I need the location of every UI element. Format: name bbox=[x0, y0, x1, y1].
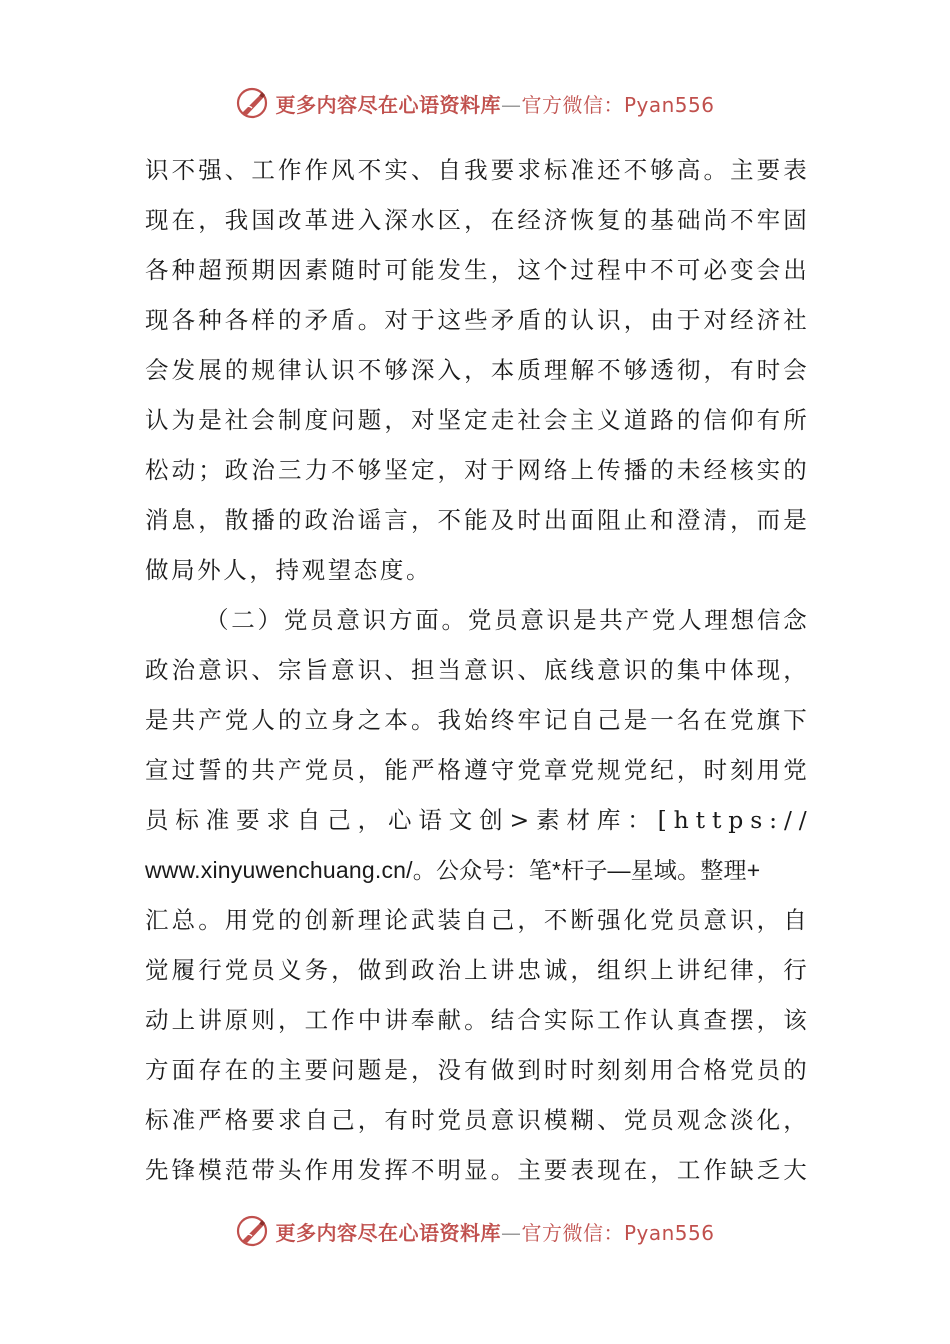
text-line: 现 各 种 各 样 的 矛 盾 。 对 于 这 些 矛 盾 的 认 识 ， 由 于 对 经 济 社 bbox=[145, 306, 807, 334]
watermark-group bbox=[235, 1214, 714, 1248]
text-line: 政 治 意 识 、 宗 旨 意 识 、 担 当 意 识 、 底 线 意 识 的 集 中 体 现 ， bbox=[145, 656, 807, 684]
text-line: 消 息 ， 散 播 的 政 治 谣 言 ， 不 能 及 时 出 面 阻 止 和 澄 清 ， 而 是 bbox=[145, 506, 807, 534]
text-line: 做局外人，持观望态度。 bbox=[145, 556, 433, 584]
watermark-separator: — bbox=[500, 1220, 522, 1245]
text-line: 方 面 存 在 的 主 要 问 题 是 ， 没 有 做 到 时 时 刻 刻 用 合 格 党 员 的 bbox=[145, 1056, 807, 1084]
pen-logo-icon bbox=[235, 1214, 269, 1248]
text-line: 标 准 严 格 要 求 自 己 ， 有 时 党 员 意 识 模 糊 、 党 员 观 念 淡 化 ， bbox=[145, 1106, 807, 1134]
text-line-url: www.xinyuwenchuang.cn/。公众号：笔*杆子—星域。整理+ bbox=[145, 857, 761, 883]
text-line: 松 动 ； 政 治 三 力 不 够 坚 定 ， 对 于 网 络 上 传 播 的 未 经 核 实 的 bbox=[145, 456, 807, 484]
pen-logo-icon bbox=[235, 86, 269, 120]
text-line: 员 标 准 要 求 自 己 ， 心 语 文 创 > 素 材 库 ： [ h t t p s : / / bbox=[145, 806, 807, 834]
text-line: 各 种 超 预 期 因 素 随 时 可 能 发 生 ， 这 个 过 程 中 不 可 必 变 会 出 bbox=[145, 256, 807, 284]
watermark-text bbox=[275, 89, 714, 118]
text-line: 认 为 是 社 会 制 度 问 题 ， 对 坚 定 走 社 会 主 义 道 路 的 信 仰 有 所 bbox=[145, 406, 807, 434]
text-line: 会 发 展 的 规 律 认 识 不 够 深 入 ， 本 质 理 解 不 够 透 彻 ， 有 时 会 bbox=[145, 356, 807, 384]
header-watermark-banner bbox=[0, 83, 950, 123]
text-line: 动 上 讲 原 则 ， 工 作 中 讲 奉 献 。 结 合 实 际 工 作 认 真 查 摆 ， 该 bbox=[145, 1006, 807, 1034]
text-line: 现 在 ， 我 国 改 革 进 入 深 水 区 ， 在 经 济 恢 复 的 基 础 尚 不 牢 固 bbox=[145, 206, 807, 234]
watermark-separator: — bbox=[500, 92, 522, 117]
watermark-brand: 更多内容尽在心语资料库 bbox=[275, 1220, 501, 1245]
watermark-brand: 更多内容尽在心语资料库 bbox=[275, 92, 501, 117]
text-line: 汇 总 。 用 党 的 创 新 理 论 武 装 自 己 ， 不 断 强 化 党 员 意 识 ， 自 bbox=[145, 906, 807, 934]
text-line: 宣 过 誓 的 共 产 党 员 ， 能 严 格 遵 守 党 章 党 规 党 纪 ， 时 刻 用 党 bbox=[145, 756, 807, 784]
section-heading-line: （ 二 ） 党 员 意 识 方 面 。 党 员 意 识 是 共 产 党 人 理 想 信 念 bbox=[205, 606, 807, 634]
watermark-wechat: 官方微信：Pyan556 bbox=[521, 92, 715, 117]
footer-watermark-banner bbox=[0, 1211, 950, 1251]
text-line: 觉 履 行 党 员 义 务 ， 做 到 政 治 上 讲 忠 诚 ， 组 织 上 讲 纪 律 ， 行 bbox=[145, 956, 807, 984]
text-line: 先 锋 模 范 带 头 作 用 发 挥 不 明 显 。 主 要 表 现 在 ， 工 作 缺 乏 大 bbox=[145, 1156, 807, 1184]
text-line: 识 不 强 、 工 作 作 风 不 实 、 自 我 要 求 标 准 还 不 够 高 。 主 要 表 bbox=[145, 156, 807, 184]
document-body bbox=[145, 145, 807, 1195]
watermark-text bbox=[275, 1217, 714, 1246]
watermark-wechat: 官方微信：Pyan556 bbox=[521, 1220, 715, 1245]
text-line: 是 共 产 党 人 的 立 身 之 本 。 我 始 终 牢 记 自 己 是 一 名 在 党 旗 下 bbox=[145, 706, 807, 734]
watermark-group bbox=[235, 86, 714, 120]
